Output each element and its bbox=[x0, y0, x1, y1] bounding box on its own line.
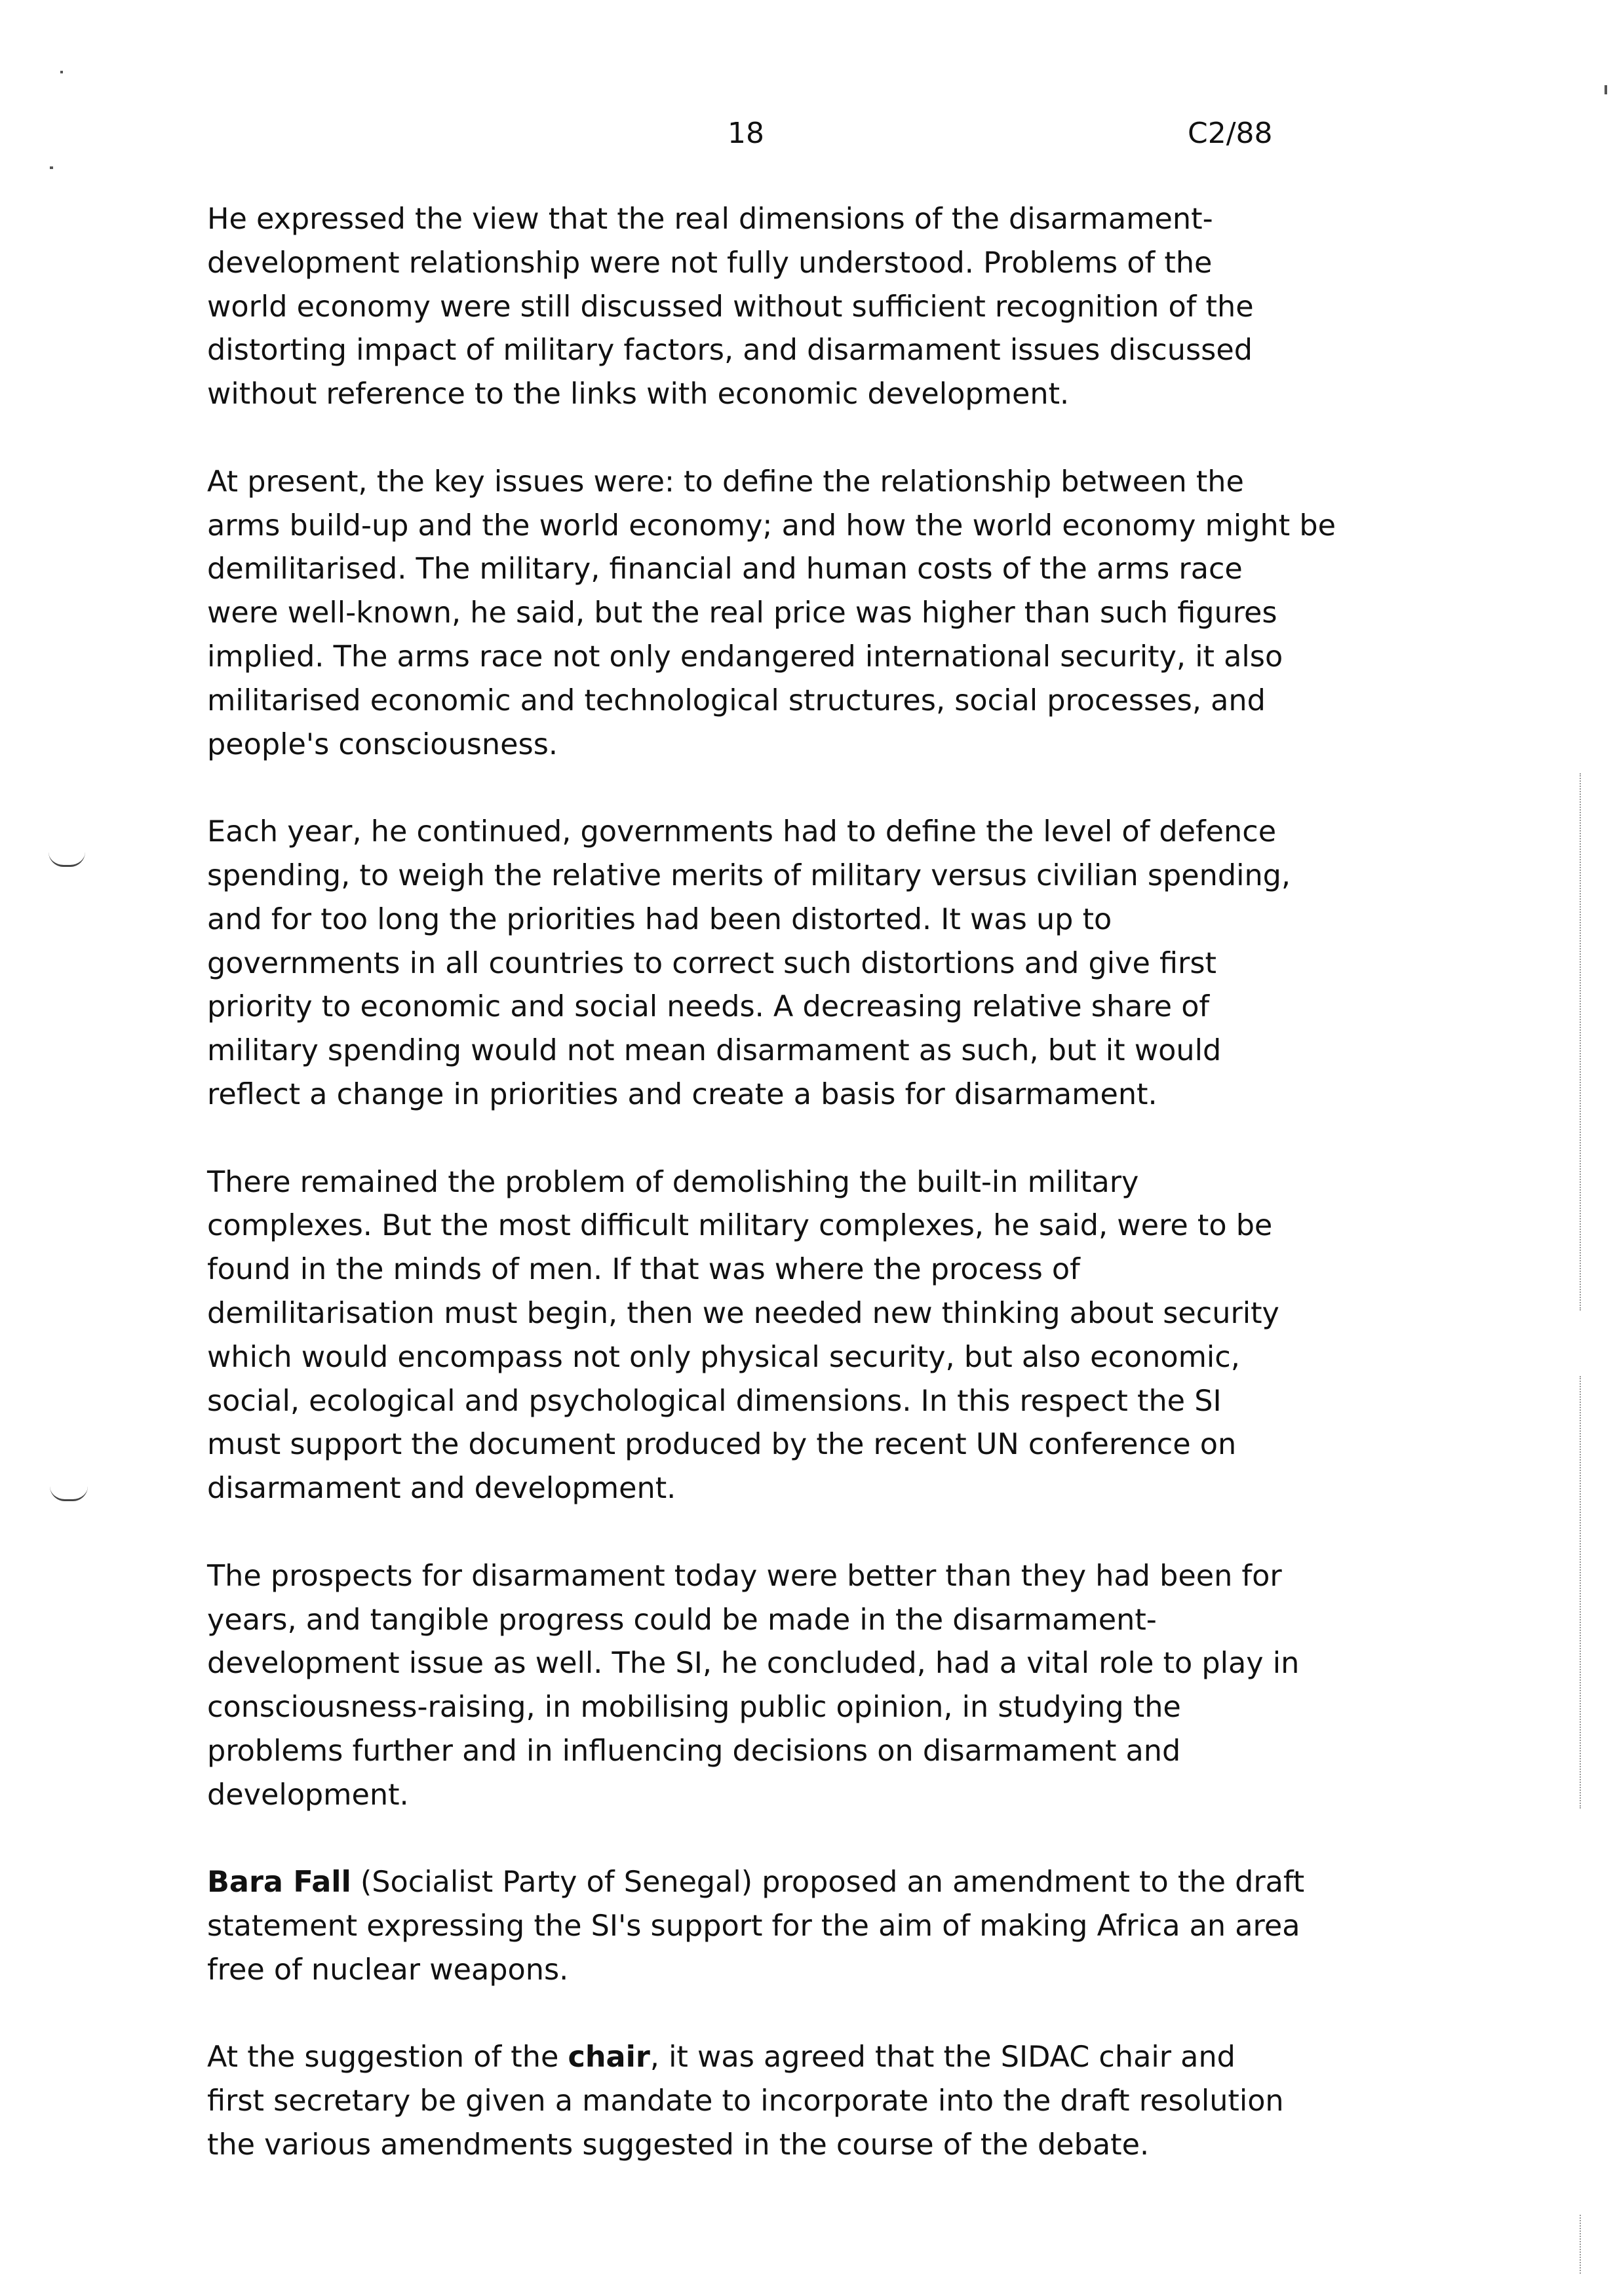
text-line: implied. The arms race not only endangered international security, it also bbox=[207, 640, 1283, 674]
text-line: development issue as well. The SI, he concluded, had a vital role to play in bbox=[207, 1647, 1300, 1681]
paragraph-military-complexes bbox=[207, 1161, 1452, 1511]
scan-speck bbox=[1605, 85, 1607, 94]
text-line: reflect a change in priorities and create a basis for disarmament. bbox=[207, 1077, 1158, 1111]
scan-margin-dots bbox=[1580, 773, 1581, 1311]
text-line: without reference to the links with economic development. bbox=[207, 377, 1070, 411]
scan-speck bbox=[50, 166, 53, 169]
text-line: people's consciousness. bbox=[207, 727, 558, 761]
text-line: first secretary be given a mandate to incorporate into the draft resolution bbox=[207, 2084, 1284, 2118]
scan-margin-mark bbox=[50, 1486, 88, 1501]
text-line bbox=[207, 2036, 1452, 2080]
text-line: At present, the key issues were: to define the relationship between the bbox=[207, 465, 1244, 499]
text-line: must support the document produced by the recent UN conference on bbox=[207, 1428, 1237, 1462]
scan-margin-dots bbox=[1580, 2215, 1581, 2274]
text-line: priority to economic and social needs. A decreasing relative share of bbox=[207, 990, 1210, 1024]
paragraph-chair-suggestion bbox=[207, 2036, 1452, 2167]
text-line: found in the minds of men. If that was where the process of bbox=[207, 1253, 1080, 1287]
paragraph-bara-fall bbox=[207, 1861, 1452, 1992]
chair-label: chair bbox=[568, 2040, 650, 2075]
text-line: militarised economic and technological structures, social processes, and bbox=[207, 683, 1266, 718]
text-line: arms build-up and the world economy; and how the world economy might be bbox=[207, 508, 1336, 543]
scan-speck bbox=[60, 71, 63, 73]
text-line: free of nuclear weapons. bbox=[207, 1953, 569, 1987]
paragraph-prospects bbox=[207, 1555, 1452, 1818]
text-line: Each year, he continued, governments had to define the level of defence bbox=[207, 815, 1277, 849]
text-line: consciousness-raising, in mobilising public opinion, in studying the bbox=[207, 1691, 1181, 1725]
document-reference: C2/88 bbox=[1188, 117, 1273, 150]
text-line: world economy were still discussed without sufficient recognition of the bbox=[207, 290, 1254, 324]
text-line: the various amendments suggested in the course of the debate. bbox=[207, 2128, 1150, 2162]
text-fragment: (Socialist Party of Senegal) proposed an amendment to the draft bbox=[351, 1866, 1305, 1900]
text-line: development. bbox=[207, 1778, 409, 1812]
text-line: development relationship were not fully understood. Problems of the bbox=[207, 246, 1213, 280]
page-header bbox=[0, 117, 1615, 156]
text-line: governments in all countries to correct such distortions and give first bbox=[207, 946, 1216, 980]
paragraph-key-issues bbox=[207, 461, 1452, 767]
page-number: 18 bbox=[728, 117, 764, 150]
text-line: which would encompass not only physical security, but also economic, bbox=[207, 1340, 1240, 1374]
text-line: statement expressing the SI's support for the aim of making Africa an area bbox=[207, 1909, 1300, 1943]
text-line: complexes. But the most difficult military complexes, he said, were to be bbox=[207, 1209, 1273, 1243]
text-fragment: At the suggestion of the bbox=[207, 2040, 568, 2075]
text-line: years, and tangible progress could be made in the disarmament- bbox=[207, 1603, 1157, 1637]
text-line: and for too long the priorities had been distorted. It was up to bbox=[207, 902, 1112, 936]
text-line: military spending would not mean disarmament as such, but it would bbox=[207, 1034, 1222, 1068]
text-line: spending, to weigh the relative merits of military versus civilian spending, bbox=[207, 858, 1291, 892]
scan-margin-dots bbox=[1580, 1376, 1581, 1808]
paragraph-disarmament-development bbox=[207, 198, 1452, 417]
text-line: were well-known, he said, but the real price was higher than such figures bbox=[207, 596, 1277, 630]
text-line: demilitarisation must begin, then we needed new thinking about security bbox=[207, 1296, 1279, 1330]
paragraph-defence-spending bbox=[207, 811, 1452, 1117]
text-line: disarmament and development. bbox=[207, 1472, 676, 1506]
text-line: distorting impact of military factors, and disarmament issues discussed bbox=[207, 334, 1253, 368]
scan-margin-mark bbox=[49, 852, 85, 867]
text-line: The prospects for disarmament today were better than they had been for bbox=[207, 1559, 1282, 1593]
text-line: He expressed the view that the real dimensions of the disarmament- bbox=[207, 202, 1213, 236]
text-line: There remained the problem of demolishing the built-in military bbox=[207, 1165, 1139, 1199]
speaker-name: Bara Fall bbox=[207, 1866, 351, 1900]
text-line: problems further and in influencing decisions on disarmament and bbox=[207, 1734, 1181, 1768]
document-body bbox=[207, 198, 1452, 2211]
text-line: demilitarised. The military, financial and human costs of the arms race bbox=[207, 552, 1243, 586]
text-line bbox=[207, 1861, 1452, 1905]
text-line: social, ecological and psychological dimensions. In this respect the SI bbox=[207, 1384, 1222, 1418]
text-fragment: , it was agreed that the SIDAC chair and bbox=[650, 2040, 1236, 2075]
